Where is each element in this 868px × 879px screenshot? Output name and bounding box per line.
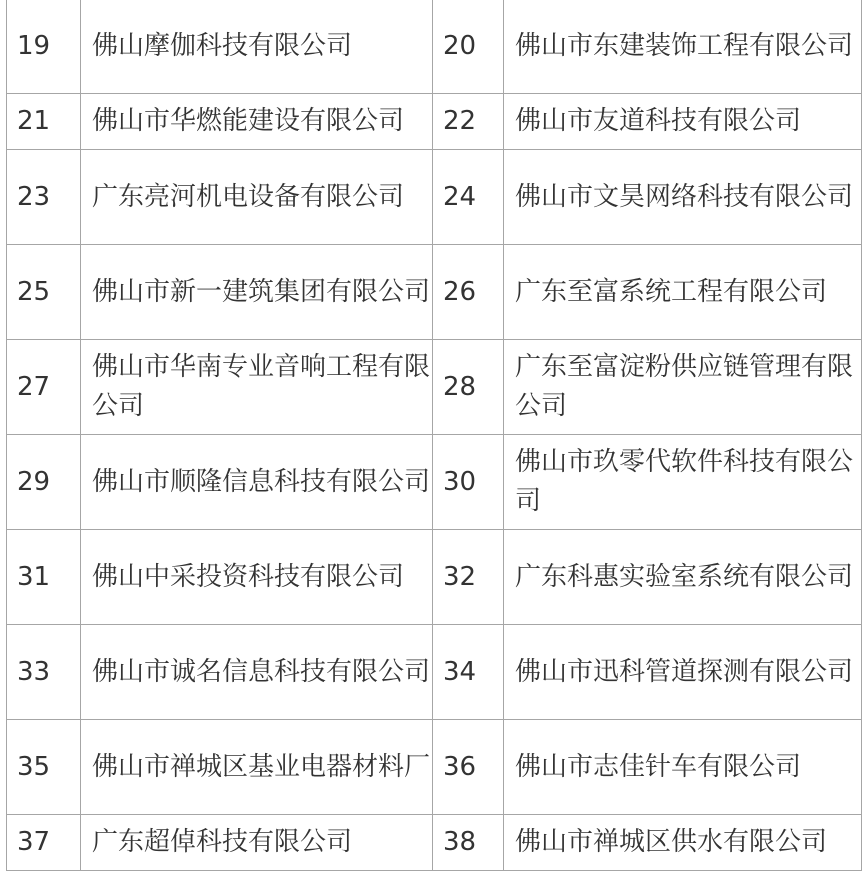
table-row: [7, 150, 862, 245]
row-number: 27: [7, 340, 81, 435]
row-number: 31: [7, 530, 81, 625]
table-row: [7, 625, 862, 720]
table-row: [7, 0, 862, 94]
company-name: 佛山市禅城区基业电器材料厂: [81, 720, 433, 815]
company-name: 佛山市顺隆信息科技有限公司: [81, 435, 433, 530]
row-number: 38: [433, 815, 504, 871]
row-number: 35: [7, 720, 81, 815]
company-list-table: [6, 0, 862, 871]
company-name: 佛山市东建装饰工程有限公司: [504, 0, 862, 94]
row-number: 24: [433, 150, 504, 245]
company-name: 佛山中采投资科技有限公司: [81, 530, 433, 625]
row-number: 26: [433, 245, 504, 340]
company-name: 佛山市友道科技有限公司: [504, 94, 862, 150]
company-name: 广东至富系统工程有限公司: [504, 245, 862, 340]
row-number: 30: [433, 435, 504, 530]
row-number: 33: [7, 625, 81, 720]
company-name: 佛山市禅城区供水有限公司: [504, 815, 862, 871]
row-number: 22: [433, 94, 504, 150]
table-row: [7, 340, 862, 435]
table-row: [7, 94, 862, 150]
row-number: 19: [7, 0, 81, 94]
row-number: 23: [7, 150, 81, 245]
company-name: 佛山市华燃能建设有限公司: [81, 94, 433, 150]
company-name: 广东亮河机电设备有限公司: [81, 150, 433, 245]
company-name: 佛山市华南专业音响工程有限公司: [81, 340, 433, 435]
company-name: 佛山摩伽科技有限公司: [81, 0, 433, 94]
row-number: 28: [433, 340, 504, 435]
company-name: 佛山市诚名信息科技有限公司: [81, 625, 433, 720]
table-row: [7, 435, 862, 530]
row-number: 37: [7, 815, 81, 871]
row-number: 21: [7, 94, 81, 150]
company-name: 佛山市文昊网络科技有限公司: [504, 150, 862, 245]
row-number: 34: [433, 625, 504, 720]
company-name: 佛山市志佳针车有限公司: [504, 720, 862, 815]
company-name: 广东至富淀粉供应链管理有限公司: [504, 340, 862, 435]
table-row: [7, 720, 862, 815]
row-number: 20: [433, 0, 504, 94]
company-name: 广东超倬科技有限公司: [81, 815, 433, 871]
company-name: 佛山市新一建筑集团有限公司: [81, 245, 433, 340]
company-name: 广东科惠实验室系统有限公司: [504, 530, 862, 625]
table-row: [7, 245, 862, 340]
row-number: 25: [7, 245, 81, 340]
row-number: 32: [433, 530, 504, 625]
table-row: [7, 530, 862, 625]
row-number: 29: [7, 435, 81, 530]
table-row: [7, 815, 862, 871]
row-number: 36: [433, 720, 504, 815]
company-name: 佛山市玖零代软件科技有限公司: [504, 435, 862, 530]
company-name: 佛山市迅科管道探测有限公司: [504, 625, 862, 720]
